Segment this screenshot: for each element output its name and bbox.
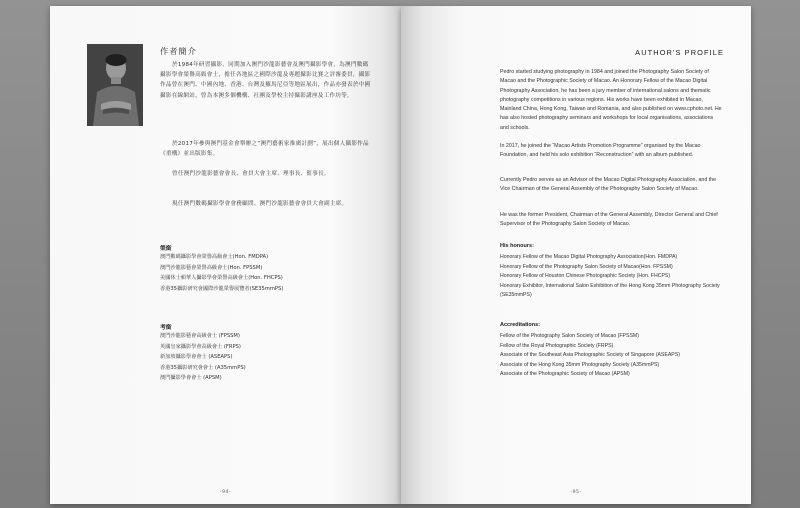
english-paragraph-1: Pedro started studying photography in 1984 and joined the Photography Salon Society of Macao and the Photographic Society of Macao. An Honorary Fellow of the Macao Digital Photography Association, he has been a jury member of international salons and thematic photography competitions in various regions. His works have been exhibited in Macao, Mainland China, Hong Kong, Taiwan and Romania, and also published on www.cphoto.net. He has also hosted photography seminars and workshops for local organisations, associations and schools.	[500, 69, 722, 131]
right-page	[401, 6, 751, 504]
list-item: Honorary Exhibitor, International Salon Exhibition of the Hong Kong 35mm Photography Society (SE35mmPS)	[500, 282, 720, 298]
chinese-paragraph-4: 現任澳門數碼攝影學會會務顧問、澳門沙龍影藝會會員大會副主席。	[172, 201, 348, 207]
list-item: Fellow of the Photography Salon Society of Macao (FPSSM)	[500, 333, 639, 339]
portrait-photo	[87, 44, 143, 126]
left-page	[50, 6, 401, 504]
chinese-paragraph-3: 曾任澳門沙龍影藝會會長、會員大會主席、理事長、監事長。	[172, 171, 330, 177]
list-item: 香港35攝影研究會會士 (A35mmPS)	[160, 364, 246, 371]
chinese-accreditations-heading: 考銜	[160, 325, 172, 331]
english-accreditations-heading: Accreditations:	[500, 322, 541, 328]
chinese-accreditations-list	[160, 331, 380, 384]
list-item: Associate of the Photographic Society of Macao (APSM)	[500, 371, 630, 377]
chinese-profile-title: 作者簡介	[160, 46, 197, 56]
list-item: Associate of the Hong Kong 35mm Photography Society (A35mmPS)	[500, 361, 660, 368]
chinese-honours-heading: 榮銜	[160, 246, 172, 252]
list-item: Fellow of the Royal Photographic Society (FRPS)	[500, 342, 614, 349]
list-item: 新加坡攝影學會會士 (ASEAPS)	[160, 354, 233, 360]
list-item: 澳門沙龍影藝會榮譽高級會士(Hon. FPSSM)	[160, 264, 263, 271]
author-portrait	[87, 44, 143, 126]
english-profile-title: AUTHOR'S PROFILE	[635, 48, 724, 57]
list-item: 澳門沙龍影藝會高級會士 (FPSSM)	[160, 333, 240, 339]
list-item: Honorary Fellow of the Macao Digital Photography Association(Hon. FMDPA)	[500, 254, 678, 260]
list-item: Honorary Fellow of the Photography Salon Society of Macao(Hon. FPSSM)	[500, 263, 673, 270]
chinese-honours-list	[160, 252, 380, 294]
english-honours-heading: His honours:	[500, 243, 534, 249]
list-item: Honorary Fellow of Houston Chinese Photographic Society (Hon. FHCPS)	[500, 273, 671, 279]
page-number-right: -95-	[570, 490, 582, 495]
english-paragraph-2: In 2017, he joined the “Macao Artists Promotion Programme” organised by the Macao Foundation, and held his solo exhibition “Reconstruction” with an album published.	[500, 143, 701, 159]
english-paragraph-3: Currently Pedro serves as an Advisor of the Macao Digital Photography Association, and the Vice Chairman of the General Assembly of the Photography Salon Society of Macao.	[500, 177, 717, 193]
english-accreditations-list	[500, 332, 722, 380]
page-number-left: -94-	[219, 490, 232, 495]
english-honours-list	[500, 253, 722, 301]
list-item: Associate of the Southeast Asia Photographic Society of Singapore (ASEAPS)	[500, 352, 680, 358]
list-item: 美國休士頓華人攝影學會榮譽高級會士(Hon. FHCPS)	[160, 275, 283, 281]
list-item: 澳門攝影學會會士 (APSM)	[160, 375, 222, 381]
chinese-paragraph-2: 於2017年參與澳門基金會舉辦之“澳門藝術家推廣計劃”，展出個人攝影作品《重構》並出版影集。	[160, 141, 369, 158]
list-item: 香港35攝影研究會國際沙龍榮譽展覽者(SE35mmPS)	[160, 285, 284, 292]
list-item: 澳門數碼攝影學會榮譽高級會士(Hon. FMDPA)	[160, 254, 269, 260]
chinese-paragraph-1: 於1984年研習攝影，同期加入澳門沙龍影藝會及澳門攝影學會，為澳門數碼攝影學會榮譽高級會士，擔任各地區之國際沙龍及專題攝影比賽之評審委員，攝影作品曾在澳門、中國內地、香港、台灣及羅馬尼亞等地區展出，作品亦發表於中國攝影在線網站，曾為本澳多個機構、社團及學校主持攝影講座及工作坊等。	[160, 62, 371, 99]
english-paragraph-4: He was the former President, Chairman of the General Assembly, Director General and Chief Supervisor of the Photography Salon Society of Macao.	[500, 212, 718, 228]
list-item: 英國皇家攝影學會高級會士 (FRPS)	[160, 343, 241, 350]
